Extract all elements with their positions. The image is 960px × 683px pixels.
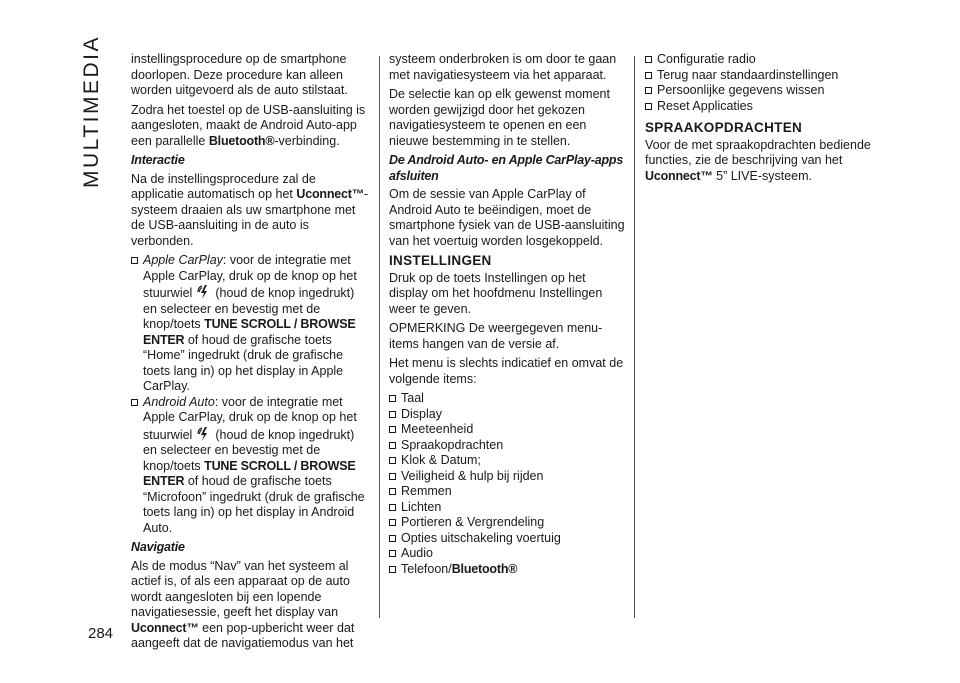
square-bullet-icon [131, 399, 138, 406]
paragraph: Zodra het toestel op de USB-aansluiting is aangesloten, maakt de Android Auto-app een parallelle Bluetooth®-verbinding. [131, 102, 366, 148]
subheading-interactie: Interactie [131, 153, 185, 167]
square-bullet-icon [389, 535, 396, 542]
list-item: Display [389, 407, 625, 423]
paragraph: systeem onderbroken is om door te gaan met navigatiesysteem via het apparaat. [389, 52, 617, 82]
square-bullet-icon [389, 473, 396, 480]
column-1 [131, 52, 371, 656]
paragraph: Na de instellingsprocedure zal de applicatie automatisch op het Uconnect™-systeem draaien als uw smartphone met de USB-aansluiting in de auto is verbonden. [131, 171, 369, 248]
bluetooth-term: Bluetooth® [451, 561, 518, 576]
subheading-afsluiten: De Android Auto- en Apple CarPlay-apps afsluiten [389, 153, 624, 183]
paragraph: Druk op de toets Instellingen op het display om het hoofdmenu Instellingen weer te geven. [389, 270, 603, 316]
subheading-navigatie: Navigatie [131, 540, 185, 554]
heading-instellingen: INSTELLINGEN [389, 253, 492, 268]
column-divider-1 [379, 56, 380, 618]
square-bullet-icon [389, 566, 396, 573]
heading-spraakopdrachten: SPRAAKOPDRACHTEN [645, 120, 803, 135]
square-bullet-icon [645, 56, 652, 63]
paragraph: Het menu is slechts indicatief en omvat de volgende items: [389, 356, 624, 386]
square-bullet-icon [131, 257, 138, 264]
column-3 [645, 52, 885, 188]
square-bullet-icon [389, 411, 396, 418]
uconnect-term: Uconnect™ [645, 168, 713, 183]
square-bullet-icon [645, 103, 652, 110]
square-bullet-icon [389, 442, 396, 449]
list-item: Configuratie radio [645, 52, 885, 68]
list-item: Telefoon/Bluetooth® [389, 562, 625, 578]
list-item: Opties uitschakeling voertuig [389, 531, 625, 547]
paragraph: instellingsprocedure op de smartphone doorlopen. Deze procedure kan alleen worden uitgevoerd als de auto stilstaat. [131, 52, 348, 97]
square-bullet-icon [389, 504, 396, 511]
page-number: 284 [88, 625, 114, 642]
list-item: Portieren & Vergrendeling [389, 515, 625, 531]
paragraph: De selectie kan op elk gewenst moment worden gewijzigd door het gekozen navigatiesysteem te openen en een nieuwe bestemming in te stellen. [389, 87, 610, 148]
square-bullet-icon [389, 457, 396, 464]
paragraph: Als de modus “Nav” van het systeem al actief is, of als een apparaat op de auto wordt aangesloten bij een lopende navigatiesessie, geeft het display van Uconnect™ een pop-upbericht weer dat aangeeft dat de navigatiemodus van het [131, 558, 355, 650]
square-bullet-icon [389, 395, 396, 402]
list-item: Meeteenheid [389, 422, 625, 438]
list-item: Audio [389, 546, 625, 562]
list-item: Spraakopdrachten [389, 438, 625, 454]
paragraph: Om de sessie van Apple CarPlay of Android Auto te beëindigen, moet de smartphone fysiek van de USB-aansluiting van het voertuig worden losgekoppeld. [389, 187, 625, 248]
tune-scroll-browse-enter-term: TUNE SCROLL / BROWSE ENTER [143, 317, 356, 347]
paragraph: Voor de met spraakopdrachten bediende functies, zie de beschrijving van het Uconnect™ 5” LIVE-systeem. [645, 137, 871, 183]
list-item-android-auto: Android Auto: voor de integratie met Apple CarPlay, druk op de knop op het stuurwiel (houd de knop ingedrukt) en selecteer en bevestig met de knop/toets TUNE SCROLL / BROWSE ENTER of houd de grafische toets “Microfoon” ingedrukt (druk de grafische toets lang in) op het display in Android Auto. [131, 395, 371, 537]
tune-scroll-browse-enter-term: TUNE SCROLL / BROWSE ENTER [143, 458, 356, 488]
list-item: Remmen [389, 484, 625, 500]
column-2 [389, 52, 625, 577]
voice-command-wheel-icon [196, 284, 211, 300]
list-item: Terug naar standaardinstellingen [645, 68, 885, 84]
list-item: Persoonlijke gegevens wissen [645, 83, 885, 99]
square-bullet-icon [389, 488, 396, 495]
square-bullet-icon [389, 426, 396, 433]
uconnect-term: Uconnect™ [131, 620, 199, 635]
voice-command-wheel-icon [196, 426, 211, 442]
bluetooth-term: Bluetooth® [208, 133, 275, 148]
paragraph: OPMERKING De weergegeven menu-items hangen van de versie af. [389, 321, 603, 351]
square-bullet-icon [389, 519, 396, 526]
list-item: Reset Applicaties [645, 99, 885, 115]
list-item: Veiligheid & hulp bij rijden [389, 469, 625, 485]
list-item: Lichten [389, 500, 625, 516]
section-label: MULTIMEDIA [80, 35, 103, 188]
uconnect-term: Uconnect™ [296, 187, 365, 201]
square-bullet-icon [645, 87, 652, 94]
square-bullet-icon [645, 72, 652, 79]
list-item: Klok & Datum; [389, 453, 625, 469]
square-bullet-icon [389, 550, 396, 557]
list-item-apple-carplay: Apple CarPlay: voor de integratie met Apple CarPlay, druk op de knop op het stuurwiel (houd de knop ingedrukt) en selecteer en bevestig met de knop/toets TUNE SCROLL / BROWSE ENTER of houd de grafische toets “Home” ingedrukt (druk de grafische toets lang in) op het display in Apple CarPlay. [131, 253, 371, 395]
column-divider-2 [634, 56, 635, 618]
list-item: Taal [389, 391, 625, 407]
